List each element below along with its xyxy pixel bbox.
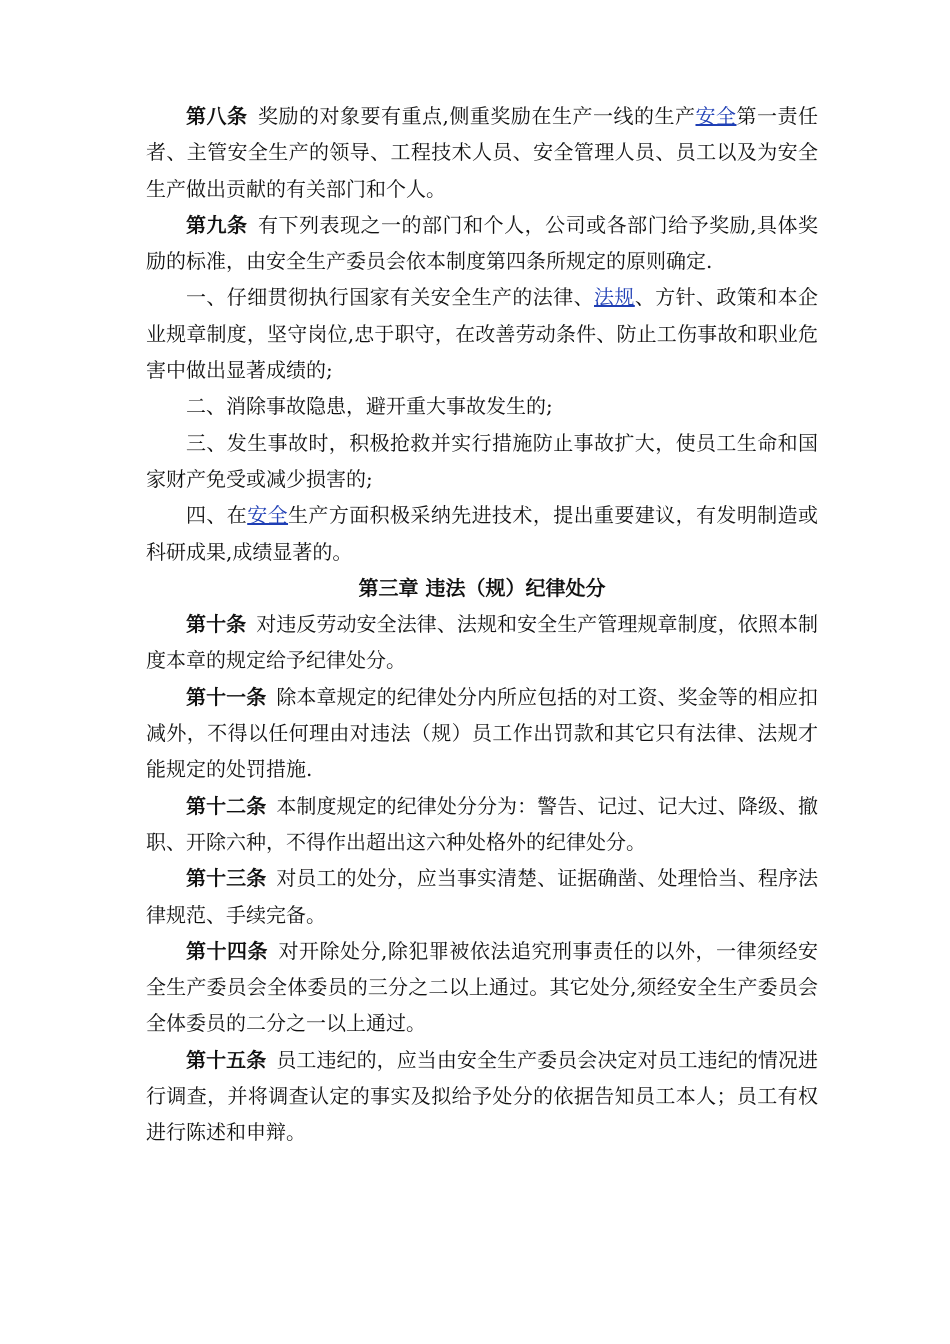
item-text: 二、消除事故隐患，避开重大事故发生的; [186, 394, 553, 419]
item-text: 三、发生事故时，积极抢救并实行措施防止事故扩大，使员工生命和国家财产免受或减少损害的; [146, 430, 818, 491]
list-item-4 [146, 497, 818, 570]
link-safety-2[interactable]: 安全 [247, 503, 289, 528]
item-text: 四、在 [186, 503, 248, 528]
item-text-continued: 生产方面积极采纳先进技术，提出重要建议，有发明制造或科研成果,成绩显著的。 [146, 503, 819, 564]
article-number: 第十二条 [186, 793, 267, 818]
article-8 [146, 98, 818, 207]
chapter-heading: 第三章 违法（规）纪律处分 [358, 575, 606, 600]
article-text: 有下列表现之一的部门和个人，公司或各部门给予奖励,具体奖励的标准，由安全生产委员会依本制度第四条所规定的原则确定. [146, 212, 818, 274]
article-number: 第十条 [186, 612, 247, 637]
article-number: 第十三条 [186, 866, 267, 891]
article-number: 第八条 [186, 104, 248, 128]
list-item-1 [146, 279, 818, 388]
article-number: 第九条 [186, 212, 248, 237]
article-text: 对违反劳动安全法律、法规和安全生产管理规章制度，依照本制度本章的规定给予纪律处分。 [146, 612, 819, 673]
list-item-2 [146, 388, 818, 424]
article-text: 员工违纪的，应当由安全生产委员会决定对员工违纪的情况进行调查，并将调查认定的事实及拟给予处分的依据告知员工本人；员工有权进行陈述和申辩。 [146, 1047, 819, 1145]
article-text-continued: 第一责任者、主管安全生产的领导、工程技术人员、安全管理人员、员工以及为安全生产做出贡献的有关部门和个人。 [146, 104, 819, 201]
link-regulations[interactable]: 法规 [594, 285, 635, 310]
article-13 [146, 860, 818, 933]
article-number: 第十四条 [186, 938, 269, 963]
article-text: 对开除处分,除犯罪被依法追究刑事责任的以外，一律须经安全生产委员会全体委员的三分之二以上通过。其它处分,须经安全生产委员会全体委员的二分之一以上通过。 [146, 938, 819, 1036]
item-text-continued: 、方针、政策和本企业规章制度，坚守岗位,忠于职守，在改善劳动条件、防止工伤事故和职业危害中做出显著成绩的; [146, 285, 819, 383]
item-text: 一、仔细贯彻执行国家有关安全生产的法律、 [186, 285, 594, 310]
link-safety[interactable]: 安全 [695, 104, 737, 128]
list-item-3 [146, 425, 818, 498]
article-text: 本制度规定的纪律处分分为：警告、记过、记大过、降级、撤职、开除六种，不得作出超出这六种处格外的纪律处分。 [146, 793, 819, 854]
article-10 [146, 606, 818, 679]
article-11 [146, 679, 818, 788]
article-text: 对员工的处分，应当事实清楚、证据确凿、处理恰当、程序法律规范、手续完备。 [146, 866, 819, 927]
article-number: 第十五条 [186, 1047, 267, 1072]
article-9 [146, 207, 818, 280]
article-15 [146, 1042, 818, 1151]
article-text: 奖励的对象要有重点,侧重奖励在生产一线的生产 [257, 104, 696, 128]
article-14 [146, 933, 818, 1042]
article-text: 除本章规定的纪律处分内所应包括的对工资、奖金等的相应扣减外，不得以任何理由对违法（规）员工作出罚款和其它只有法律、法规才能规定的处罚措施. [146, 684, 819, 782]
article-12 [146, 788, 818, 861]
document-page [146, 98, 818, 1151]
article-number: 第十一条 [186, 684, 267, 709]
